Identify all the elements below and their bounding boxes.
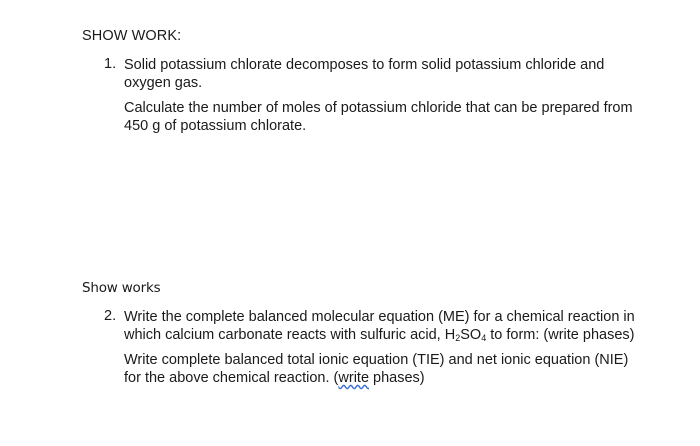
- q2-text-before-formula: Write the complete balanced molecular equation (ME) for a chemical reaction in which calcium carbonate reacts with sulfuric acid, H: [124, 309, 635, 343]
- question-2-statement: [124, 308, 644, 344]
- formula-subscript-2: 2: [455, 333, 461, 343]
- q2-task-text-after: phases): [369, 370, 425, 386]
- formula-so: SO: [460, 327, 482, 343]
- q2-text-after-formula: to form: (write phases): [486, 327, 635, 343]
- question-1-task: Calculate the number of moles of potassium chloride that can be prepared from 450 g of potassium chlorate.: [124, 100, 633, 134]
- q2-task-text-before: Write complete balanced total ionic equation (TIE) and net ionic equation (NIE) for the above chemical reaction. (: [124, 352, 629, 386]
- heading-show-work: SHOW WORK:: [82, 28, 182, 44]
- formula-subscript-4: 4: [481, 333, 487, 343]
- question-1-number: 1.: [104, 56, 117, 72]
- question-1-statement: Solid potassium chlorate decomposes to form solid potassium chloride and oxygen gas.: [124, 57, 605, 91]
- heading-show-works: Show works: [82, 280, 161, 296]
- question-2-number: 2.: [104, 308, 117, 324]
- spellcheck-flagged-word: write: [338, 370, 370, 386]
- question-2-task: [124, 351, 644, 387]
